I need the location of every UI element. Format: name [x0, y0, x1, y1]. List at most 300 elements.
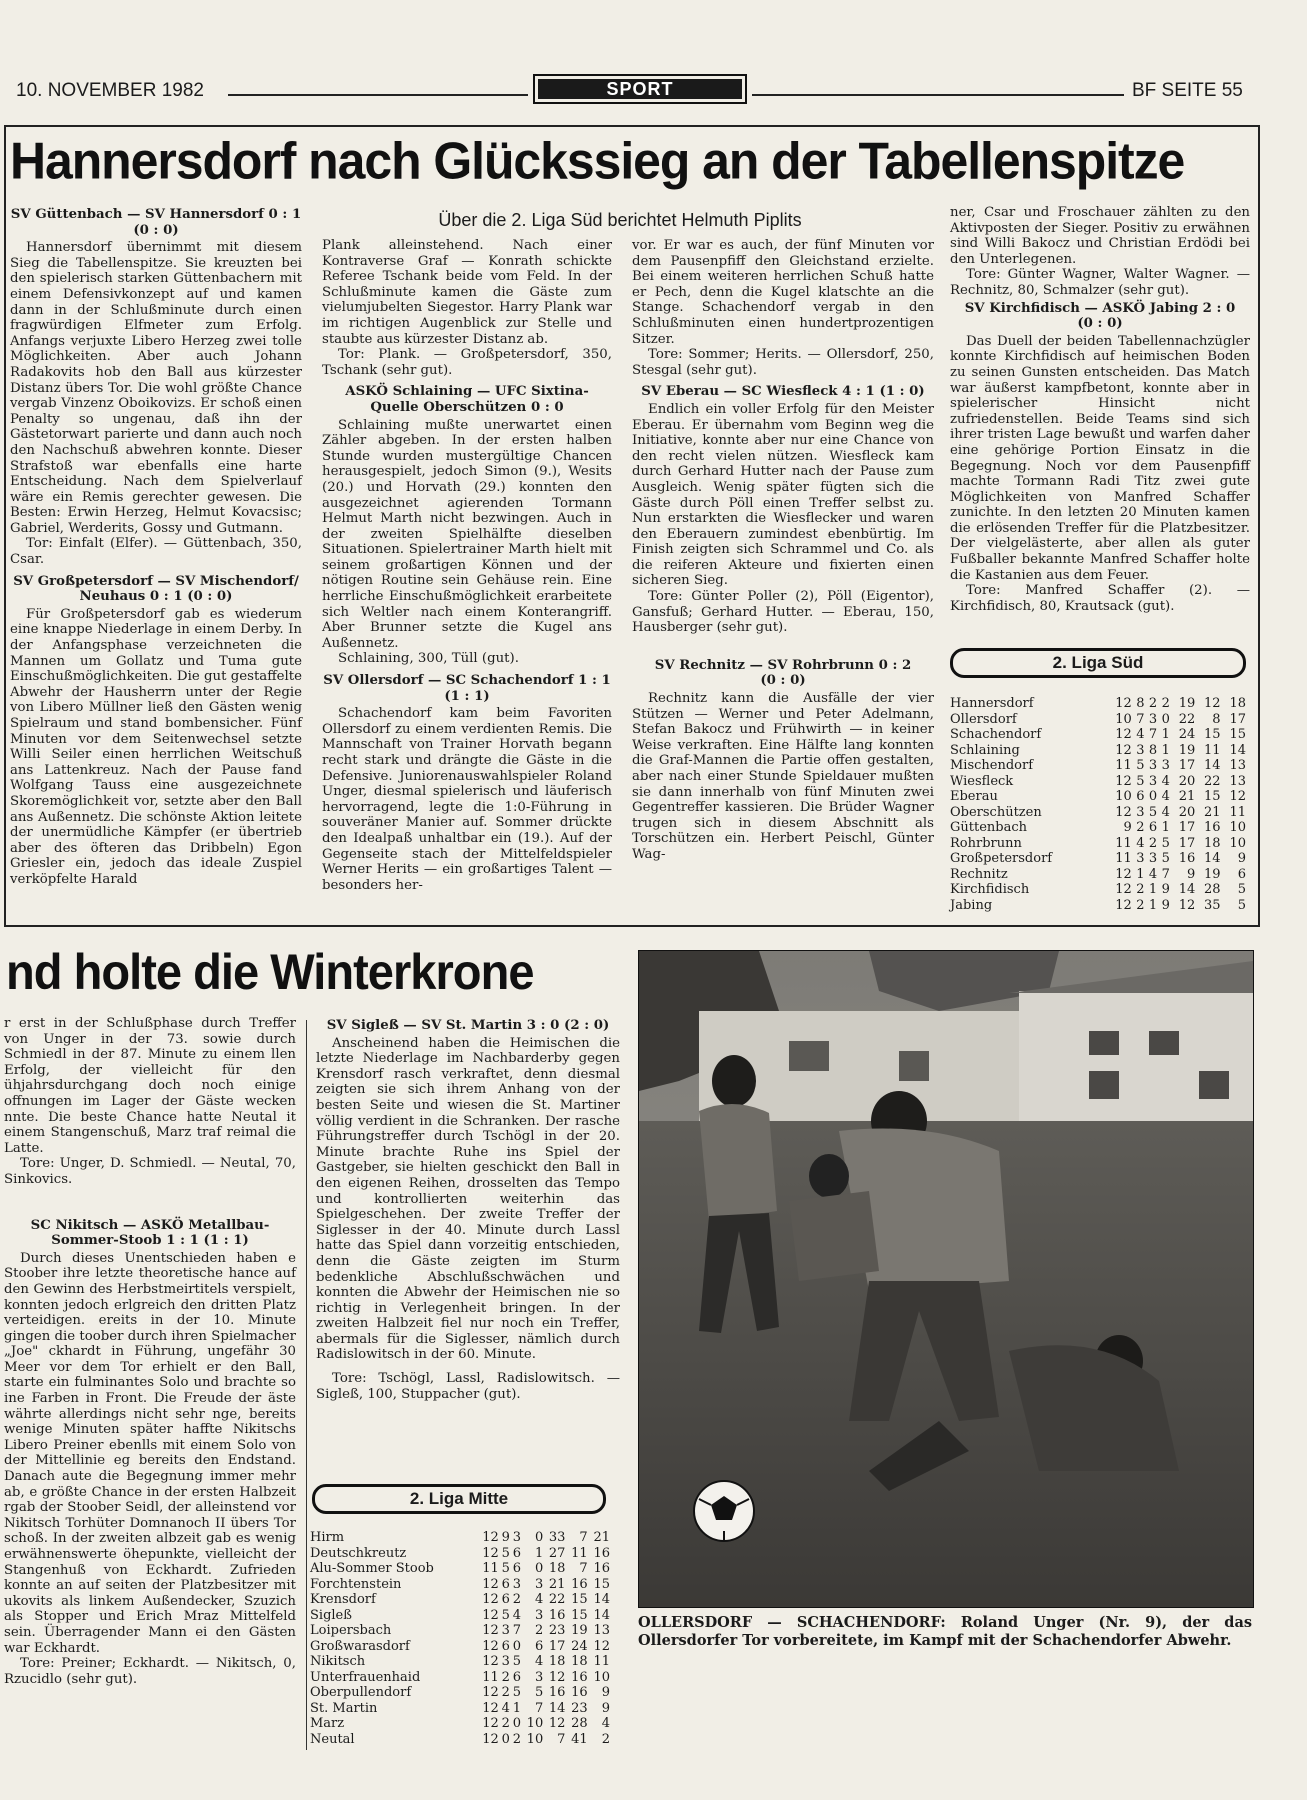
standings-row — [310, 1685, 610, 1701]
standings-row — [310, 1561, 610, 1577]
team-stat: 6 — [512, 1561, 521, 1576]
team-stat: 9 — [1161, 897, 1170, 913]
team-stat: 3 — [1161, 758, 1170, 773]
team-stat: 4 — [501, 1700, 510, 1716]
match-report: Anscheinend haben die Heimischen die letzte Niederlage im Nachbarderby gegen Krensdorf rasch verkraftet, denn diesmal zeigten sie sich ihrem Anhang von der besten Seite und wiesen die St. Martiner völlig verdient in die Schranken. Der rasche Führungstreffer durch Tschögl in der 20. Minute brachte Ruhe ins Spiel der Gastgeber, sie hielten geschickt den Ball in den eigenen Reihen, drosselten das Tempo und kontrollierten weiterhin das Spielgeschehen. Der zweite Treffer der Siglesser in der 40. Minute durch Lassl hatte das Spiel dann vorzeitig entschieden, denn die Gäste zeigten im Sturm bedenkliche Abschlußschwächen und konnten die Abwehr der Heimischen nie so richtig in Verlegenheit bringen. In der zweiten Halbzeit fiel nur noch ein Treffer, abermals für die Siglesser, nämlich durch Radislowitsch in der 60. Minute. — [316, 1035, 620, 1363]
team-stat: 3 — [501, 1623, 510, 1638]
standings-row — [950, 898, 1246, 914]
standings-row — [310, 1670, 610, 1686]
team-stat: 18 — [548, 1561, 566, 1576]
team-stat: 10 — [1229, 820, 1246, 835]
match-report: Das Duell der beiden Tabellennachzügler konnte Kirchfidisch auf heimischen Boden zu seinen Gunsten entscheiden. Das Match war äußerst kampfbetont, konnte aber in spielerischer Hinsicht nicht zufriedenstellen. Beide Teams sind sich ihrer tristen Lage bewußt und warfen daher eine gehörige Portion Einsatz in die Begegnung. Noch vor dem Pausenpfiff machte Tormann Radi Titz zwei gute Möglichkeiten von Manfred Schaffer zunichte. In den letzten 20 Minuten kamen die erlösenden Treffer für die Platzbesitzer. Der vielgelästerte, aber allen als guter Fußballer bekannte Manfred Schaffer holte die Kastanien aus dem Feuer. — [950, 333, 1250, 583]
team-stat: 2 — [1148, 696, 1158, 711]
match-heading: SV Kirchfidisch — ASKÖ Jabing 2 : 0 — [964, 300, 1236, 316]
team-stat: 6 — [501, 1638, 510, 1654]
standings-row — [950, 820, 1246, 836]
match-goals: Tore: Günter Poller (2), Pöll (Eigentor), Gansfuß; Gerhard Hutter. — Eberau, 150, Hausberger (sehr gut). — [632, 589, 934, 636]
team-stat: 21 — [593, 1530, 610, 1545]
team-stat: 2 — [601, 1731, 610, 1747]
match-heading: SC Nikitsch — ASKÖ Metallbau-Sommer-Stoob 1 : 1 (1 : 1) — [30, 1217, 270, 1249]
team-stat: 3 — [534, 1669, 544, 1685]
match-goals: Tore: Unger, D. Schmiedl. — Neutal, 70, Sinkovics. — [4, 1156, 296, 1187]
team-name: Schlaining — [950, 742, 1020, 758]
team-stat: 13 — [1229, 758, 1246, 773]
match-halftime: (1 : 1) — [444, 688, 490, 704]
team-stat: 12 — [1204, 696, 1221, 711]
standings-row — [950, 774, 1246, 790]
team-stat: 7 — [1148, 727, 1158, 742]
team-stat: 9 — [1186, 866, 1196, 882]
team-stat: 9 — [1237, 851, 1246, 866]
team-stat: 21 — [1178, 789, 1196, 804]
team-stat: 12 — [1115, 727, 1132, 742]
match-heading: SV Sigleß — SV St. Martin 3 : 0 (2 : 0) — [326, 1018, 610, 1033]
team-stat: 5 — [512, 1654, 521, 1669]
team-stat: 11 — [1115, 758, 1132, 773]
match-report: Endlich ein voller Erfolg für den Meister Eberau. Er übernahm vom Beginn weg die Initiative, konnte aber nur eine Chance von den recht vielen nützen. Wiesfleck kam durch Gerhard Hutter nach der Pause zum Ausgleich. Wenig später fügten sich die Gäste durch Pöll einen Treffer selbst zu. Nun erstarkten die Wiesflecker und waren den Eberauern zumindest ebenbürtig. Im Finish zeigten sich Schrammel und Co. als die reiferen Akteure und fixierten einen sicheren Sieg. — [632, 401, 934, 589]
team-name: Güttenbach — [950, 820, 1027, 835]
team-name: Rechnitz — [950, 866, 1008, 882]
team-name: Oberpullendorf — [310, 1685, 412, 1700]
team-stat: 22 — [1178, 711, 1196, 727]
team-stat: 12 — [482, 1576, 499, 1592]
team-stat: 18 — [548, 1654, 566, 1669]
column-divider — [306, 1020, 307, 1750]
top-column-1 — [10, 205, 302, 888]
team-stat: 12 — [1115, 882, 1132, 897]
standings-row — [950, 789, 1246, 805]
team-stat: 4 — [1161, 773, 1170, 789]
match-halftime: (0 : 0) — [760, 673, 806, 689]
team-name: Alu-Sommer Stoob — [310, 1561, 434, 1576]
team-name: Hannersdorf — [950, 696, 1034, 711]
match-report: Schachendorf kam beim Favoriten Ollersdorf zu einem verdienten Remis. Die Mannschaft von Trainer Horvath begann recht stark und drängte die Gäste in die Defensive. Juniorenauswahlspieler Roland Unger, diesmal spielerisch und läuferisch hervorragend, legte die 1:0-Führung in souveräner Manier auf. Sommer drückte den Idealpaß unhaltbar ein (19.). Auf der Gegenseite stach der Mittelfeldspieler Werner Herits — ein großartiges Talent — besonders her- — [322, 706, 612, 893]
match-report: Hannersdorf übernimmt mit diesem Sieg die Tabellenspitze. Sie kreuzten bei den spielerisch starken Güttenbachern mit einem Defensivkonzept auf und kamen dann in der Schlußminute durch einen fragwürdigen Elfmeter zum Erfolg. Anfangs verjuxte Libero Herzeg zwei tolle Möglichkeiten. Aber auch Johann Radakovits hob den Ball aus kürzester Distanz übers Tor. Die wohl größte Chance vergab Vinzenz Oboikovizs. Er schoß einen Penalty so ungenau, daß ihn der Gästetorwart parierte und dann auch noch den Nachschuß abwehren konnte. Dieser Strafstoß war ebenfalls eine harte Entscheidung. Nach dem Spielverlauf wäre ein Remis gerechter gewesen. Die Besten: Erwin Herzeg, Helmut Kovacsisc; Gabriel, Werderits, Gossy und Gutmann. — [10, 240, 302, 536]
team-name: Schachendorf — [950, 727, 1042, 742]
team-stat: 6 — [501, 1592, 510, 1607]
team-stat: 3 — [1148, 711, 1158, 727]
team-stat: 2 — [501, 1669, 510, 1685]
team-stat: 10 — [1115, 789, 1132, 804]
team-stat: 1 — [1161, 820, 1170, 835]
team-stat: 2 — [512, 1731, 521, 1747]
standings-row — [310, 1608, 610, 1624]
team-stat: 12 — [1115, 742, 1132, 758]
team-stat: 12 — [482, 1700, 499, 1716]
team-stat: 3 — [501, 1654, 510, 1669]
team-stat: 15 — [593, 1576, 610, 1592]
team-stat: 35 — [1204, 897, 1221, 913]
team-stat: 23 — [548, 1623, 566, 1638]
team-stat: 2 — [1161, 696, 1170, 711]
team-stat: 11 — [1115, 851, 1132, 866]
top-column-4 — [950, 205, 1250, 614]
match-halftime: (0 : 0) — [133, 222, 179, 238]
team-stat: 6 — [1237, 866, 1246, 882]
top-headline: Hannersdorf nach Glückssieg an der Tabellenspitze — [10, 133, 1185, 191]
standings-row — [950, 805, 1246, 821]
team-stat: 12 — [482, 1716, 499, 1731]
team-stat: 17 — [1229, 711, 1246, 727]
team-stat: 13 — [1229, 773, 1246, 789]
team-stat: 15 — [1204, 789, 1221, 804]
team-stat: 5 — [501, 1545, 510, 1561]
match-attendance: Schlaining, 300, Tüll (gut). — [338, 651, 519, 667]
team-stat: 10 — [1229, 835, 1246, 851]
team-stat: 10 — [1115, 711, 1132, 727]
team-stat: 12 — [1115, 866, 1132, 882]
team-stat: 6 — [1148, 820, 1158, 835]
team-stat: 23 — [571, 1700, 588, 1716]
bottom-column-b — [316, 1016, 620, 1402]
team-stat: 1 — [512, 1700, 521, 1716]
team-name: Großpetersdorf — [950, 851, 1053, 866]
team-stat: 2 — [512, 1592, 521, 1607]
standings-row — [310, 1716, 610, 1732]
team-stat: 28 — [1204, 882, 1221, 897]
team-stat: 10 — [526, 1716, 544, 1731]
team-stat: 11 — [593, 1654, 610, 1669]
team-name: Eberau — [950, 789, 998, 804]
team-stat: 5 — [501, 1561, 510, 1576]
team-stat: 5 — [512, 1685, 521, 1700]
standings-row — [950, 758, 1246, 774]
match-heading: SV Güttenbach — SV Hannersdorf 0 : 1 — [10, 207, 302, 222]
match-photo-illustration — [639, 951, 1253, 1607]
team-stat: 3 — [512, 1530, 521, 1545]
standings-row — [950, 851, 1246, 867]
team-name: Sigleß — [310, 1607, 352, 1623]
team-stat: 14 — [548, 1700, 566, 1716]
top-column-3 — [632, 238, 934, 863]
team-stat: 11 — [1229, 804, 1246, 820]
team-stat: 12 — [482, 1545, 499, 1561]
standings-row — [310, 1701, 610, 1717]
team-stat: 9 — [601, 1685, 610, 1700]
team-stat: 27 — [548, 1545, 566, 1561]
team-stat: 14 — [1229, 742, 1246, 758]
team-stat: 0 — [501, 1731, 510, 1747]
team-stat: 12 — [1178, 897, 1196, 913]
team-stat: 5 — [1148, 804, 1158, 820]
team-name: Marz — [310, 1716, 345, 1731]
team-stat: 15 — [1204, 727, 1221, 742]
team-stat: 7 — [1136, 711, 1145, 727]
team-stat: 4 — [1161, 789, 1170, 804]
team-stat: 1 — [1161, 742, 1170, 758]
team-stat: 5 — [1161, 835, 1170, 851]
team-stat: 12 — [482, 1592, 499, 1607]
team-stat: 7 — [557, 1731, 566, 1747]
team-stat: 7 — [579, 1561, 588, 1576]
team-stat: 12 — [482, 1530, 499, 1545]
team-stat: 0 — [534, 1530, 544, 1545]
standings-row — [950, 836, 1246, 852]
team-stat: 14 — [1204, 851, 1221, 866]
top-column-2 — [322, 238, 612, 893]
team-stat: 10 — [593, 1669, 610, 1685]
team-stat: 10 — [526, 1731, 544, 1747]
team-stat: 4 — [1136, 727, 1145, 742]
match-heading: SV Großpetersdorf — SV Mischendorf/ Neuhaus 0 : 1 (0 : 0) — [13, 573, 299, 605]
team-stat: 17 — [548, 1638, 566, 1654]
team-stat: 7 — [534, 1700, 544, 1716]
team-stat: 4 — [1148, 866, 1158, 882]
team-stat: 33 — [548, 1530, 566, 1545]
standings-row — [950, 867, 1246, 883]
team-stat: 8 — [1212, 711, 1221, 727]
team-name: St. Martin — [310, 1700, 378, 1716]
team-stat: 17 — [1178, 820, 1196, 835]
team-stat: 6 — [1136, 789, 1145, 804]
team-stat: 16 — [571, 1669, 588, 1685]
bottom-column-a — [4, 1016, 296, 1687]
team-stat: 2 — [1136, 897, 1145, 913]
standings-row — [310, 1732, 610, 1748]
team-stat: 16 — [593, 1561, 610, 1576]
team-stat: 9 — [501, 1530, 510, 1545]
team-name: Ollersdorf — [950, 711, 1017, 727]
team-stat: 12 — [482, 1607, 499, 1623]
team-stat: 0 — [1161, 711, 1170, 727]
team-stat: 19 — [1178, 696, 1196, 711]
standings-row — [950, 712, 1246, 728]
team-stat: 11 — [571, 1545, 588, 1561]
match-goals: Tore: Günter Wagner, Walter Wagner. — Rechnitz, 80, Schmalzer (sehr gut). — [950, 267, 1250, 298]
team-stat: 1 — [1136, 866, 1145, 882]
team-stat: 22 — [548, 1592, 566, 1607]
team-stat: 2 — [1136, 820, 1145, 835]
team-name: Kirchfidisch — [950, 882, 1030, 897]
team-stat: 14 — [593, 1607, 610, 1623]
team-stat: 41 — [571, 1731, 588, 1747]
standings-table-sued — [950, 696, 1246, 913]
team-stat: 7 — [579, 1530, 588, 1545]
match-halftime: (0 : 0) — [1077, 316, 1123, 332]
team-stat: 5 — [1136, 773, 1145, 789]
team-stat: 2 — [534, 1623, 544, 1638]
team-stat: 5 — [501, 1607, 510, 1623]
team-stat: 14 — [1204, 758, 1221, 773]
team-stat: 12 — [482, 1731, 499, 1747]
team-stat: 12 — [548, 1716, 566, 1731]
team-stat: 15 — [1229, 727, 1246, 742]
team-name: Neutal — [310, 1731, 355, 1747]
team-stat: 21 — [548, 1576, 566, 1592]
team-stat: 24 — [1178, 727, 1196, 742]
team-stat: 2 — [1136, 882, 1145, 897]
match-report: Rechnitz kann die Ausfälle der vier Stützen — Werner und Peter Adelmann, Stefan Bakocz und Frühwirth — in keiner Weise verkraften. Eine Hälfte lang konnten die Graf-Mannen die Partie offen gestalten, aber nach einer Stunde Spieldauer mußten sie dann innerhalb von fünf Minuten zwei Gegentreffer kassieren. Die Brüder Wagner trugen sich in diesem Abschnitt als Torschützen ein. Herbert Peischl, Günter Wag- — [632, 691, 934, 862]
team-stat: 6 — [512, 1545, 521, 1561]
team-stat: 4 — [601, 1716, 610, 1731]
team-stat: 16 — [571, 1685, 588, 1700]
team-stat: 17 — [1178, 758, 1196, 773]
match-goals: Tore: Manfred Schaffer (2). — Kirchfidisch, 80, Krautsack (gut). — [950, 583, 1250, 614]
match-report: ner, Csar und Froschauer zählten zu den Aktivposten der Sieger. Positiv zu erwähnen sind Willi Bakocz und Christian Erdödi bei den Unterlegenen. — [950, 205, 1250, 267]
team-stat: 18 — [1229, 696, 1246, 711]
team-stat: 3 — [1136, 742, 1145, 758]
team-stat: 20 — [1178, 804, 1196, 820]
team-stat: 12 — [482, 1654, 499, 1669]
match-heading: SV Rechnitz — SV Rohrbrunn 0 : 2 — [654, 657, 912, 673]
team-stat: 16 — [593, 1545, 610, 1561]
match-heading: ASKÖ Schlaining — UFC Sixtina-Quelle Oberschützen 0 : 0 — [345, 384, 589, 415]
team-name: Jabing — [950, 897, 993, 913]
team-stat: 6 — [534, 1638, 544, 1654]
team-stat: 2 — [1148, 835, 1158, 851]
team-stat: 14 — [593, 1592, 610, 1607]
team-stat: 22 — [1204, 773, 1221, 789]
team-stat: 24 — [571, 1638, 588, 1654]
team-stat: 1 — [1148, 882, 1158, 897]
team-name: Rohrbrunn — [950, 835, 1022, 851]
standings-row — [310, 1654, 610, 1670]
team-stat: 15 — [571, 1607, 588, 1623]
match-goals: Tore: Tschögl, Lassl, Radislowitsch. — Sigleß, 100, Stuppacher (gut). — [316, 1371, 620, 1402]
team-stat: 6 — [512, 1669, 521, 1685]
team-stat: 2 — [501, 1685, 510, 1700]
match-goals: Tor: Einfalt (Elfer). — Güttenbach, 350, Csar. — [10, 536, 302, 568]
team-stat: 7 — [512, 1623, 521, 1638]
team-stat: 12 — [1115, 696, 1132, 711]
team-stat: 5 — [1237, 882, 1246, 897]
league-title-sued: 2. Liga Süd — [950, 648, 1246, 678]
match-report: Schlaining mußte unerwartet einen Zähler abgeben. In der ersten halben Stunde wurden mustergültige Chancen herausgespielt, jedoch Simon (9.), Wesits (20.) und Horvath (29.) konnten den ausgezeichnet agierenden Tormann Helmut Marth nicht bezwingen. Auch in der zweiten Spielhälfte dieselben Situationen. Spielertrainer Marth hielt mit seinem großartigen Können und der nötigen Routine sein Gehäuse rein. Eine herrliche Einschußmöglichkeit erarbeitete sich Weltler nach einem Konterangriff. Aber Brunner setzte die Kugel ans Außennetz. — [322, 417, 612, 651]
team-stat: 14 — [1178, 882, 1196, 897]
standings-row — [950, 727, 1246, 743]
team-stat: 8 — [1148, 742, 1158, 758]
match-heading: SV Ollersdorf — SC Schachendorf 1 : 1 — [323, 673, 611, 689]
standings-row — [310, 1592, 610, 1608]
team-stat: 16 — [1204, 820, 1221, 835]
header-rule-right — [752, 94, 1124, 96]
issue-date: 10. NOVEMBER 1982 — [16, 80, 204, 101]
team-stat: 12 — [548, 1669, 566, 1685]
team-stat: 11 — [1115, 835, 1132, 851]
standings-row — [310, 1546, 610, 1562]
team-stat: 3 — [1148, 773, 1158, 789]
team-stat: 19 — [1204, 866, 1221, 882]
team-stat: 0 — [512, 1716, 521, 1731]
league-title-mitte: 2. Liga Mitte — [312, 1484, 606, 1514]
team-stat: 11 — [1204, 742, 1221, 758]
team-stat: 20 — [1178, 773, 1196, 789]
team-name: Krensdorf — [310, 1592, 376, 1607]
team-stat: 7 — [1161, 866, 1170, 882]
team-stat: 12 — [593, 1638, 610, 1654]
team-name: Oberschützen — [950, 804, 1042, 820]
team-stat: 5 — [1136, 758, 1145, 773]
team-name: Wiesfleck — [950, 773, 1014, 789]
team-stat: 13 — [593, 1623, 610, 1638]
match-report: Durch dieses Unentschieden haben e Stoober ihre letzte theoretische hance auf den Gewinn des Herbstmeirtitels verspielt, konnten jedoch erlgreich den dritten Platz verteidigen. ereits in der 10. Minute gingen die toober durch ihren Spielmacher „Joe" ckhardt in Führung, ungefähr 30 Meer vor dem Tor erhielt er den Ball, starte ein fulminantes Solo und brachte so ine Farben in Front. Die Freude der äste währte allerdings nicht sehr nge, bereits wenige Minuten später haffte Nikitschs Libero Preiner ebenlls mit einem Solo von der Mittellinie eg bereits den Endstand. Danach aute die Begegnung immer mehr ab, e größte Chance in der ersten Halbzeit rgab der Stoober Seidl, der alleinstend vor Nikitsch Torhüter Domnanoch II übers Tor schoß. In der zweiten albzeit gab es wenig erwähnenswerte öhepunkte, vielleicht der Stangenhuß von Eckhardt. Zufrieden konnte an auf seiten der Platzbesitzer mit ukovits als linkem Außendecker, Szuzich als Stopper und Erich Mraz Mittelfeld sein. Überragender Mann ei den Gästen war Eckhardt. — [4, 1250, 296, 1656]
match-photo — [638, 950, 1254, 1608]
team-name: Deutschkreutz — [310, 1545, 407, 1561]
team-name: Nikitsch — [310, 1654, 366, 1669]
match-goals: Tore: Sommer; Herits. — Ollersdorf, 250, Stesgal (sehr gut). — [632, 347, 934, 378]
byline: Über die 2. Liga Süd berichtet Helmuth Piplits — [438, 210, 802, 230]
team-stat: 17 — [1178, 835, 1196, 851]
section-label-box — [533, 74, 747, 104]
match-report: vor. Er war es auch, der fünf Minuten vor dem Pausenpfiff den Gleichstand erzielte. Bei einem weiteren herrlichen Schuß hatte er Pech, denn die Kugel klatschte an die Stange. Schachendorf vergab in den Schlußminuten einen hundertprozentigen Sitzer. — [632, 238, 934, 347]
team-stat: 11 — [482, 1669, 499, 1685]
team-stat: 1 — [534, 1545, 544, 1561]
team-stat: 3 — [1148, 758, 1158, 773]
standings-row — [950, 743, 1246, 759]
team-name: Großwarasdorf — [310, 1638, 410, 1654]
team-stat: 1 — [1148, 897, 1158, 913]
team-stat: 0 — [534, 1561, 544, 1576]
team-stat: 5 — [534, 1685, 544, 1700]
team-stat: 19 — [571, 1623, 588, 1638]
match-goals: Tor: Plank. — Großpetersdorf, 350, Tschank (sehr gut). — [322, 347, 612, 378]
team-stat: 12 — [1229, 789, 1246, 804]
team-stat: 28 — [571, 1716, 588, 1731]
team-name: Hirm — [310, 1530, 345, 1545]
bottom-headline: nd holte die Winterkrone — [6, 945, 534, 1001]
team-name: Loipersbach — [310, 1623, 392, 1638]
team-stat: 9 — [601, 1700, 610, 1716]
match-goals: Tore: Preiner; Eckhardt. — Nikitsch, 0, Rzucidlo (sehr gut). — [4, 1656, 296, 1687]
team-stat: 21 — [1204, 804, 1221, 820]
header-rule-left — [228, 94, 528, 96]
team-stat: 3 — [1136, 804, 1145, 820]
team-stat: 5 — [1161, 851, 1170, 866]
match-report: Für Großpetersdorf gab es wiederum eine knappe Niederlage in einem Derby. In der Anfangsphase verzeichneten die Mannen um Gollatz und Tuma gute Einschußmöglichkeiten. Die gut gestaffelte Abwehr der Hausherrn unter der Regie von Libero Müllner ließ den Gästen wenig Spielraum und stand bombensicher. Fünf Minuten vor dem Seitenwechsel setzte Willi Seiler einen herrlichen Weitschuß ans Lattenkreuz. Nach der Pause fand Wolfgang Tauss eine ausgezeichnete Skoremöglichkeit vor, setzte aber den Ball ans Außennetz. Die schönste Aktion leitete der unermüdliche Kämpfer (er übertrieb aber des öfteren das Dribbeln) Egon Griesler ein, jedoch das ideale Zuspiel verköpfelte Harald — [10, 606, 302, 887]
team-name: Unterfrauenhaid — [310, 1669, 421, 1685]
standings-row — [310, 1639, 610, 1655]
team-stat: 9 — [1161, 882, 1170, 897]
team-name: Forchtenstein — [310, 1576, 402, 1592]
team-stat: 4 — [534, 1654, 544, 1669]
team-stat: 3 — [1148, 851, 1158, 866]
team-stat: 12 — [1115, 773, 1132, 789]
match-heading: SV Eberau — SC Wiesfleck 4 : 1 (1 : 0) — [641, 384, 925, 400]
team-stat: 3 — [512, 1576, 521, 1592]
team-stat: 12 — [1115, 897, 1132, 913]
section-label: SPORT — [538, 79, 742, 99]
team-stat: 8 — [1136, 696, 1145, 711]
match-report: Plank alleinstehend. Nach einer Kontraverse Graf — Konrath schickte Referee Tschank beide vom Feld. In der Schlußminute kamen die Gäste zum vielumjubelten Siegestor. Harry Plank war im richtigen Augenblick zur Stelle und staubte aus kürzester Distanz ab. — [322, 238, 612, 347]
photo-caption: OLLERSDORF — SCHACHENDORF: Roland Unger (Nr. 9), der das Ollersdorfer Tor vorbereitete, im Kampf mit der Schachendorfer Abwehr. — [638, 1614, 1252, 1649]
team-stat: 12 — [482, 1623, 499, 1638]
team-stat: 6 — [501, 1576, 510, 1592]
team-stat: 16 — [548, 1607, 566, 1623]
page-number: BF SEITE 55 — [1132, 80, 1243, 101]
team-stat: 12 — [482, 1685, 499, 1700]
team-stat: 0 — [512, 1638, 521, 1654]
team-stat: 16 — [548, 1685, 566, 1700]
team-stat: 0 — [1148, 789, 1158, 804]
team-stat: 9 — [1123, 820, 1132, 835]
standings-row — [310, 1530, 610, 1546]
team-stat: 15 — [571, 1592, 588, 1607]
team-stat: 3 — [1136, 851, 1145, 866]
team-stat: 5 — [1237, 897, 1246, 913]
team-stat: 4 — [512, 1607, 521, 1623]
team-name: Mischendorf — [950, 758, 1034, 773]
standings-row — [950, 696, 1246, 712]
standings-row — [310, 1623, 610, 1639]
team-stat: 3 — [534, 1576, 544, 1592]
team-stat: 12 — [1115, 804, 1132, 820]
team-stat: 16 — [1178, 851, 1196, 866]
team-stat: 18 — [1204, 835, 1221, 851]
standings-table-mitte — [310, 1530, 610, 1747]
standings-row — [950, 882, 1246, 898]
team-stat: 4 — [534, 1592, 544, 1607]
team-stat: 3 — [534, 1607, 544, 1623]
